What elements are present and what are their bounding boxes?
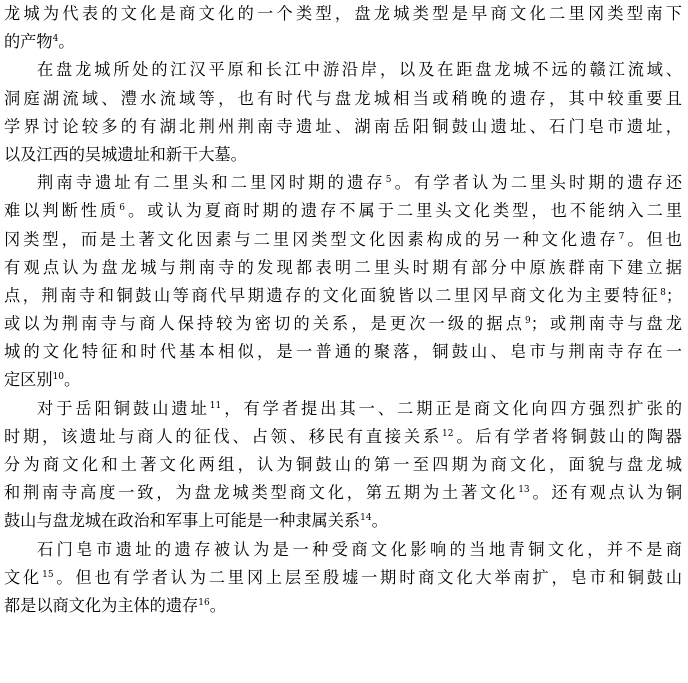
text-run: ，有学者提出其一、二期正是商文化向四方强烈扩张的 bbox=[221, 398, 683, 418]
text-line bbox=[4, 28, 682, 56]
text-run: 。 bbox=[58, 32, 75, 52]
text-run: 鼓山与盘龙城在政治和军事上可能是一种隶属关系 bbox=[4, 511, 361, 531]
footnote-ref[interactable]: 11 bbox=[209, 400, 222, 411]
footnote-ref[interactable]: 13 bbox=[518, 485, 530, 496]
paragraph bbox=[4, 536, 682, 621]
text-run: 。 bbox=[64, 370, 81, 390]
text-line bbox=[4, 310, 682, 338]
text-run: 。还有观点认为铜 bbox=[529, 483, 683, 503]
text-line bbox=[4, 423, 682, 451]
text-run: 。或认为夏商时期的遗存不属于二里头文化类型，也不能纳入二里 bbox=[124, 201, 683, 221]
text-run: 。但也 bbox=[624, 229, 682, 249]
footnote-ref[interactable]: 14 bbox=[360, 513, 372, 524]
text-run: 冈类型，而是土著文化因素与二里冈类型文化因素构成的另一种文化遗存 bbox=[4, 229, 619, 249]
text-line bbox=[4, 56, 682, 84]
text-run: 。后有学者将铜鼓山的陶器 bbox=[453, 426, 682, 446]
footnote-ref[interactable]: 4 bbox=[52, 34, 59, 45]
text-line bbox=[4, 197, 682, 225]
text-run: 学界讨论较多的有湖北荆州荆南寺遗址、湖南岳阳铜鼓山遗址、石门皂市遗址， bbox=[4, 116, 682, 136]
text-run: 时期，该遗址与商人的征伐、占领、移民有直接关系 bbox=[4, 426, 443, 446]
text-line bbox=[4, 536, 682, 564]
text-run: 点，荆南寺和铜鼓山等商代早期遗存的文化面貌皆以二里冈早商文化为主要特征 bbox=[4, 285, 661, 305]
text-run: 龙城为代表的文化是商文化的一个类型，盘龙城类型是早商文化二里冈类型南下 bbox=[4, 4, 682, 23]
footnote-ref[interactable]: 6 bbox=[119, 203, 125, 214]
text-line bbox=[4, 395, 682, 423]
text-run: 文化 bbox=[4, 567, 43, 587]
footnote-ref[interactable]: 8 bbox=[660, 287, 666, 298]
text-run: 。但也有学者认为二里冈上层至殷墟一期时商文化大举南扩，皂市和铜鼓山 bbox=[53, 567, 683, 587]
text-line bbox=[4, 0, 682, 28]
text-line bbox=[4, 338, 682, 366]
footnote-ref[interactable]: 9 bbox=[525, 316, 531, 327]
footnote-ref[interactable]: 5 bbox=[385, 175, 392, 186]
text-run: 定区别 bbox=[4, 370, 53, 390]
text-run: 的产物 bbox=[4, 32, 53, 52]
text-line bbox=[4, 141, 682, 169]
text-run: 城的文化特征和时代基本相似，是一普通的聚落，铜鼓山、皂市与荆南寺存在一 bbox=[4, 342, 682, 362]
text-run: 石门皂市遗址的遗存被认为是一种受商文化影响的当地青铜文化，并不是商 bbox=[37, 539, 682, 559]
text-run: ； bbox=[665, 285, 682, 305]
text-run: 以及江西的吴城遗址和新干大墓。 bbox=[4, 144, 247, 164]
text-line bbox=[4, 366, 682, 394]
paragraph bbox=[4, 395, 682, 536]
text-line bbox=[4, 282, 682, 310]
paragraph bbox=[4, 169, 682, 395]
footnote-ref[interactable]: 10 bbox=[52, 372, 65, 383]
text-line bbox=[4, 479, 682, 507]
text-line bbox=[4, 254, 682, 282]
text-run: 荆南寺遗址有二里头和二里冈时期的遗存 bbox=[37, 173, 386, 193]
footnote-ref[interactable]: 7 bbox=[618, 231, 625, 242]
text-line bbox=[4, 564, 682, 592]
text-run: 对于岳阳铜鼓山遗址 bbox=[37, 398, 210, 418]
text-run: 。 bbox=[371, 511, 388, 531]
text-run: 在盘龙城所处的江汉平原和长江中游沿岸，以及在距盘龙城不远的赣江流域、 bbox=[37, 60, 682, 80]
text-run: 都是以商文化为主体的遗存 bbox=[4, 595, 199, 615]
paragraph bbox=[4, 0, 682, 56]
text-line bbox=[4, 451, 682, 479]
text-run: 或以为荆南寺与商人保持较为密切的关系，是更次一级的据点 bbox=[4, 314, 526, 334]
text-run: 洞庭湖流域、澧水流域等，也有时代与盘龙城相当或稍晚的遗存，其中较重要且 bbox=[4, 88, 682, 108]
text-line bbox=[4, 113, 682, 141]
text-line bbox=[4, 226, 682, 254]
footnote-ref[interactable]: 15 bbox=[42, 569, 54, 580]
text-run: 有观点认为盘龙城与荆南寺的发现都表明二里头时期有部分中原族群南下建立据 bbox=[4, 257, 682, 277]
text-run: 。有学者认为二里头时期的遗存还 bbox=[391, 173, 683, 193]
text-line bbox=[4, 169, 682, 197]
text-line bbox=[4, 507, 682, 535]
footnote-ref[interactable]: 16 bbox=[198, 597, 210, 608]
paragraph bbox=[4, 56, 682, 169]
text-line bbox=[4, 85, 682, 113]
text-run: 分为商文化和土著文化两组，认为铜鼓山的第一至四期为商文化，面貌与盘龙城 bbox=[4, 455, 682, 474]
text-run: 。 bbox=[209, 595, 226, 615]
text-line bbox=[4, 592, 682, 620]
footnote-ref[interactable]: 12 bbox=[442, 428, 454, 439]
text-run: 难以判断性质 bbox=[4, 201, 120, 221]
text-run: 和荆南寺高度一致，为盘龙城类型商文化，第五期为土著文化 bbox=[4, 483, 519, 503]
text-run: ；或荆南寺与盘龙 bbox=[530, 314, 683, 334]
